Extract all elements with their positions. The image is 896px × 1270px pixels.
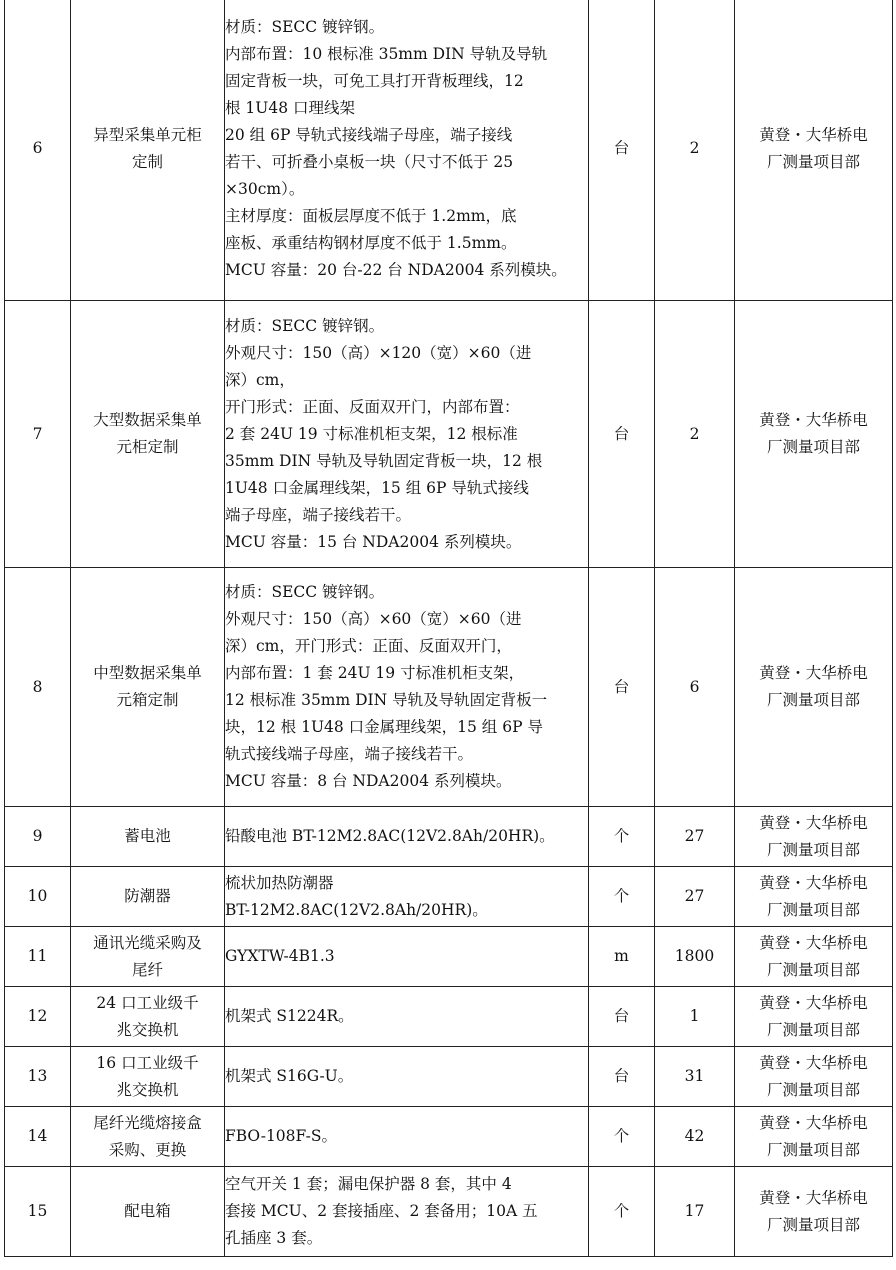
table-row xyxy=(5,301,893,568)
item-spec-line: ×30cm）。 xyxy=(225,179,305,198)
item-name xyxy=(71,807,225,867)
item-name-line: 尾纤 xyxy=(131,960,163,979)
item-name xyxy=(71,1167,225,1257)
procurement-spec-table xyxy=(4,0,893,1257)
item-number: 15 xyxy=(5,1167,71,1257)
table-row xyxy=(5,0,893,301)
item-location-line: 厂测量项目部 xyxy=(766,960,860,979)
item-location-line: 厂测量项目部 xyxy=(766,840,860,859)
item-quantity: 27 xyxy=(655,867,735,927)
item-spec-line: MCU 容量：20 台-22 台 NDA2004 系列模块。 xyxy=(225,260,567,279)
item-spec-line: 座板、承重结构钢材厚度不低于 1.5mm。 xyxy=(225,233,517,252)
item-name-line: 中型数据采集单 xyxy=(93,664,202,682)
item-spec-line: 12 根标准 35mm DIN 导轨及导轨固定背板一 xyxy=(225,691,548,709)
item-spec-line: 开门形式：正面、反面双开门，内部布置： xyxy=(225,397,520,416)
item-name-line: 蓄电池 xyxy=(124,827,171,845)
item-location xyxy=(735,1047,893,1107)
item-spec-line: 空气开关 1 套；漏电保护器 8 套，其中 4 xyxy=(225,1175,512,1193)
item-name xyxy=(71,867,225,927)
item-spec xyxy=(225,867,589,927)
item-spec-line: 主材厚度：面板层厚度不低于 1.2mm，底 xyxy=(225,206,517,225)
item-spec-line: 外观尺寸：150（高）×120（宽）×60（进 xyxy=(225,343,532,362)
item-quantity: 17 xyxy=(655,1167,735,1257)
item-spec-line: 35mm DIN 导轨及导轨固定背板一块，12 根 xyxy=(225,451,543,470)
item-spec xyxy=(225,1107,589,1167)
table-row xyxy=(5,568,893,807)
item-location-line: 黄登・大华桥电 xyxy=(759,1188,868,1207)
item-unit: 台 xyxy=(589,1047,655,1107)
item-name xyxy=(71,987,225,1047)
item-quantity: 42 xyxy=(655,1107,735,1167)
item-location-line: 厂测量项目部 xyxy=(766,900,860,919)
item-number: 9 xyxy=(5,807,71,867)
item-unit: 个 xyxy=(589,867,655,927)
item-spec xyxy=(225,927,589,987)
item-name xyxy=(71,927,225,987)
table-row xyxy=(5,987,893,1047)
item-name xyxy=(71,0,225,301)
item-location xyxy=(735,568,893,807)
item-spec-line: 外观尺寸：150（高）×60（宽）×60（进 xyxy=(225,610,522,628)
item-spec-line: 若干、可折叠小桌板一块（尺寸不低于 25 xyxy=(225,152,514,171)
item-number: 11 xyxy=(5,927,71,987)
item-number: 12 xyxy=(5,987,71,1047)
item-location-line: 黄登・大华桥电 xyxy=(759,933,868,952)
item-name-line: 24 口工业级千 xyxy=(96,993,199,1012)
item-spec xyxy=(225,807,589,867)
item-name-line: 通讯光缆采购及 xyxy=(93,933,202,952)
item-location-line: 黄登・大华桥电 xyxy=(759,993,868,1012)
item-location xyxy=(735,301,893,568)
item-spec-line: 铅酸电池 BT-12M2.8AC(12V2.8Ah/20HR)。 xyxy=(225,827,555,845)
item-spec-line: 2 套 24U 19 寸标准机柜支架，12 根标准 xyxy=(225,424,518,443)
item-unit: m xyxy=(589,927,655,987)
item-spec-line: 内部布置：10 根标准 35mm DIN 导轨及导轨 xyxy=(225,44,548,63)
item-name-line: 定制 xyxy=(131,152,163,171)
item-location-line: 黄登・大华桥电 xyxy=(759,664,868,682)
item-spec-line: MCU 容量：8 台 NDA2004 系列模块。 xyxy=(225,772,512,790)
item-name-line: 兆交换机 xyxy=(116,1080,179,1099)
table-row xyxy=(5,927,893,987)
item-spec-line: 20 组 6P 导轨式接线端子母座，端子接线 xyxy=(225,125,513,144)
item-location xyxy=(735,987,893,1047)
item-spec-line: 材质：SECC 镀锌钢。 xyxy=(225,316,385,335)
item-location xyxy=(735,0,893,301)
item-name-line: 尾纤光缆熔接盒 xyxy=(93,1113,202,1132)
item-spec-line: 套接 MCU、2 套接插座、2 套备用；10A 五 xyxy=(225,1202,538,1220)
item-location xyxy=(735,927,893,987)
item-location xyxy=(735,1107,893,1167)
item-name xyxy=(71,1107,225,1167)
item-location-line: 黄登・大华桥电 xyxy=(759,1053,868,1072)
item-spec-line: 材质：SECC 镀锌钢。 xyxy=(225,583,385,601)
item-quantity: 1800 xyxy=(655,927,735,987)
item-name-line: 兆交换机 xyxy=(116,1020,179,1039)
item-spec xyxy=(225,0,589,301)
item-spec-line: MCU 容量：15 台 NDA2004 系列模块。 xyxy=(225,532,522,551)
item-name-line: 采购、更换 xyxy=(108,1140,187,1159)
item-location-line: 厂测量项目部 xyxy=(766,1080,860,1099)
table-row xyxy=(5,807,893,867)
item-unit: 个 xyxy=(589,1167,655,1257)
item-spec-line: 深）cm，开门形式：正面、反面双开门， xyxy=(225,637,512,655)
item-quantity: 6 xyxy=(655,568,735,807)
item-spec-line: 端子母座，端子接线若干。 xyxy=(225,505,412,524)
item-location-line: 黄登・大华桥电 xyxy=(759,1113,868,1132)
table-row xyxy=(5,1047,893,1107)
item-spec-line: 固定背板一块，可免工具打开背板理线，12 xyxy=(225,71,524,90)
table-row xyxy=(5,867,893,927)
item-spec-line: GYXTW-4B1.3 xyxy=(225,947,335,965)
item-name-line: 大型数据采集单 xyxy=(93,411,202,429)
item-unit: 个 xyxy=(589,1107,655,1167)
table-row xyxy=(5,1167,893,1257)
item-name xyxy=(71,1047,225,1107)
item-spec-line: 1U48 口金属理线架，15 组 6P 导轨式接线 xyxy=(225,478,529,497)
item-spec-line: FBO-108F-S。 xyxy=(225,1127,337,1145)
item-spec-line: 深）cm， xyxy=(225,370,295,389)
item-location-line: 厂测量项目部 xyxy=(766,438,860,456)
item-location xyxy=(735,867,893,927)
item-unit: 台 xyxy=(589,301,655,568)
item-quantity: 27 xyxy=(655,807,735,867)
item-number: 10 xyxy=(5,867,71,927)
item-number: 6 xyxy=(5,0,71,301)
item-location-line: 黄登・大华桥电 xyxy=(759,813,868,832)
item-spec-line: 轨式接线端子母座，端子接线若干。 xyxy=(225,745,474,763)
item-quantity: 31 xyxy=(655,1047,735,1107)
item-name-line: 元柜定制 xyxy=(116,438,179,456)
item-spec-line: 根 1U48 口理线架 xyxy=(225,98,356,117)
item-unit: 台 xyxy=(589,568,655,807)
item-spec-line: 内部布置：1 套 24U 19 寸标准机柜支架， xyxy=(225,664,525,682)
item-quantity: 2 xyxy=(655,0,735,301)
item-name-line: 元箱定制 xyxy=(116,691,179,709)
item-spec-line: 机架式 S16G-U。 xyxy=(225,1067,354,1085)
item-location-line: 黄登・大华桥电 xyxy=(759,125,868,144)
item-name-line: 16 口工业级千 xyxy=(96,1053,199,1072)
item-number: 14 xyxy=(5,1107,71,1167)
item-name xyxy=(71,568,225,807)
item-spec xyxy=(225,568,589,807)
item-spec xyxy=(225,301,589,568)
item-spec xyxy=(225,987,589,1047)
table-row xyxy=(5,1107,893,1167)
item-unit: 台 xyxy=(589,987,655,1047)
item-location-line: 黄登・大华桥电 xyxy=(759,873,868,892)
item-unit: 个 xyxy=(589,807,655,867)
item-location-line: 厂测量项目部 xyxy=(766,691,860,709)
item-location-line: 厂测量项目部 xyxy=(766,1140,860,1159)
item-spec-line: 孔插座 3 套。 xyxy=(225,1229,323,1247)
item-quantity: 1 xyxy=(655,987,735,1047)
item-number: 7 xyxy=(5,301,71,568)
item-name-line: 配电箱 xyxy=(124,1202,171,1220)
item-location-line: 厂测量项目部 xyxy=(766,1020,860,1039)
item-name-line: 异型采集单元柜 xyxy=(93,125,202,144)
item-spec xyxy=(225,1047,589,1107)
item-spec-line: 块，12 根 1U48 口金属理线架，15 组 6P 导 xyxy=(225,718,543,736)
item-unit: 台 xyxy=(589,0,655,301)
item-location-line: 厂测量项目部 xyxy=(766,1215,860,1234)
item-spec-line: 材质：SECC 镀锌钢。 xyxy=(225,17,385,36)
item-spec-line: 梳状加热防潮器 xyxy=(225,873,334,892)
item-quantity: 2 xyxy=(655,301,735,568)
item-location xyxy=(735,807,893,867)
item-number: 8 xyxy=(5,568,71,807)
item-spec xyxy=(225,1167,589,1257)
item-name xyxy=(71,301,225,568)
item-number: 13 xyxy=(5,1047,71,1107)
item-spec-line: BT-12M2.8AC(12V2.8Ah/20HR)。 xyxy=(225,900,488,919)
item-location-line: 厂测量项目部 xyxy=(766,152,860,171)
item-location xyxy=(735,1167,893,1257)
item-name-line: 防潮器 xyxy=(124,887,171,905)
item-spec-line: 机架式 S1224R。 xyxy=(225,1007,354,1025)
item-location-line: 黄登・大华桥电 xyxy=(759,411,868,429)
